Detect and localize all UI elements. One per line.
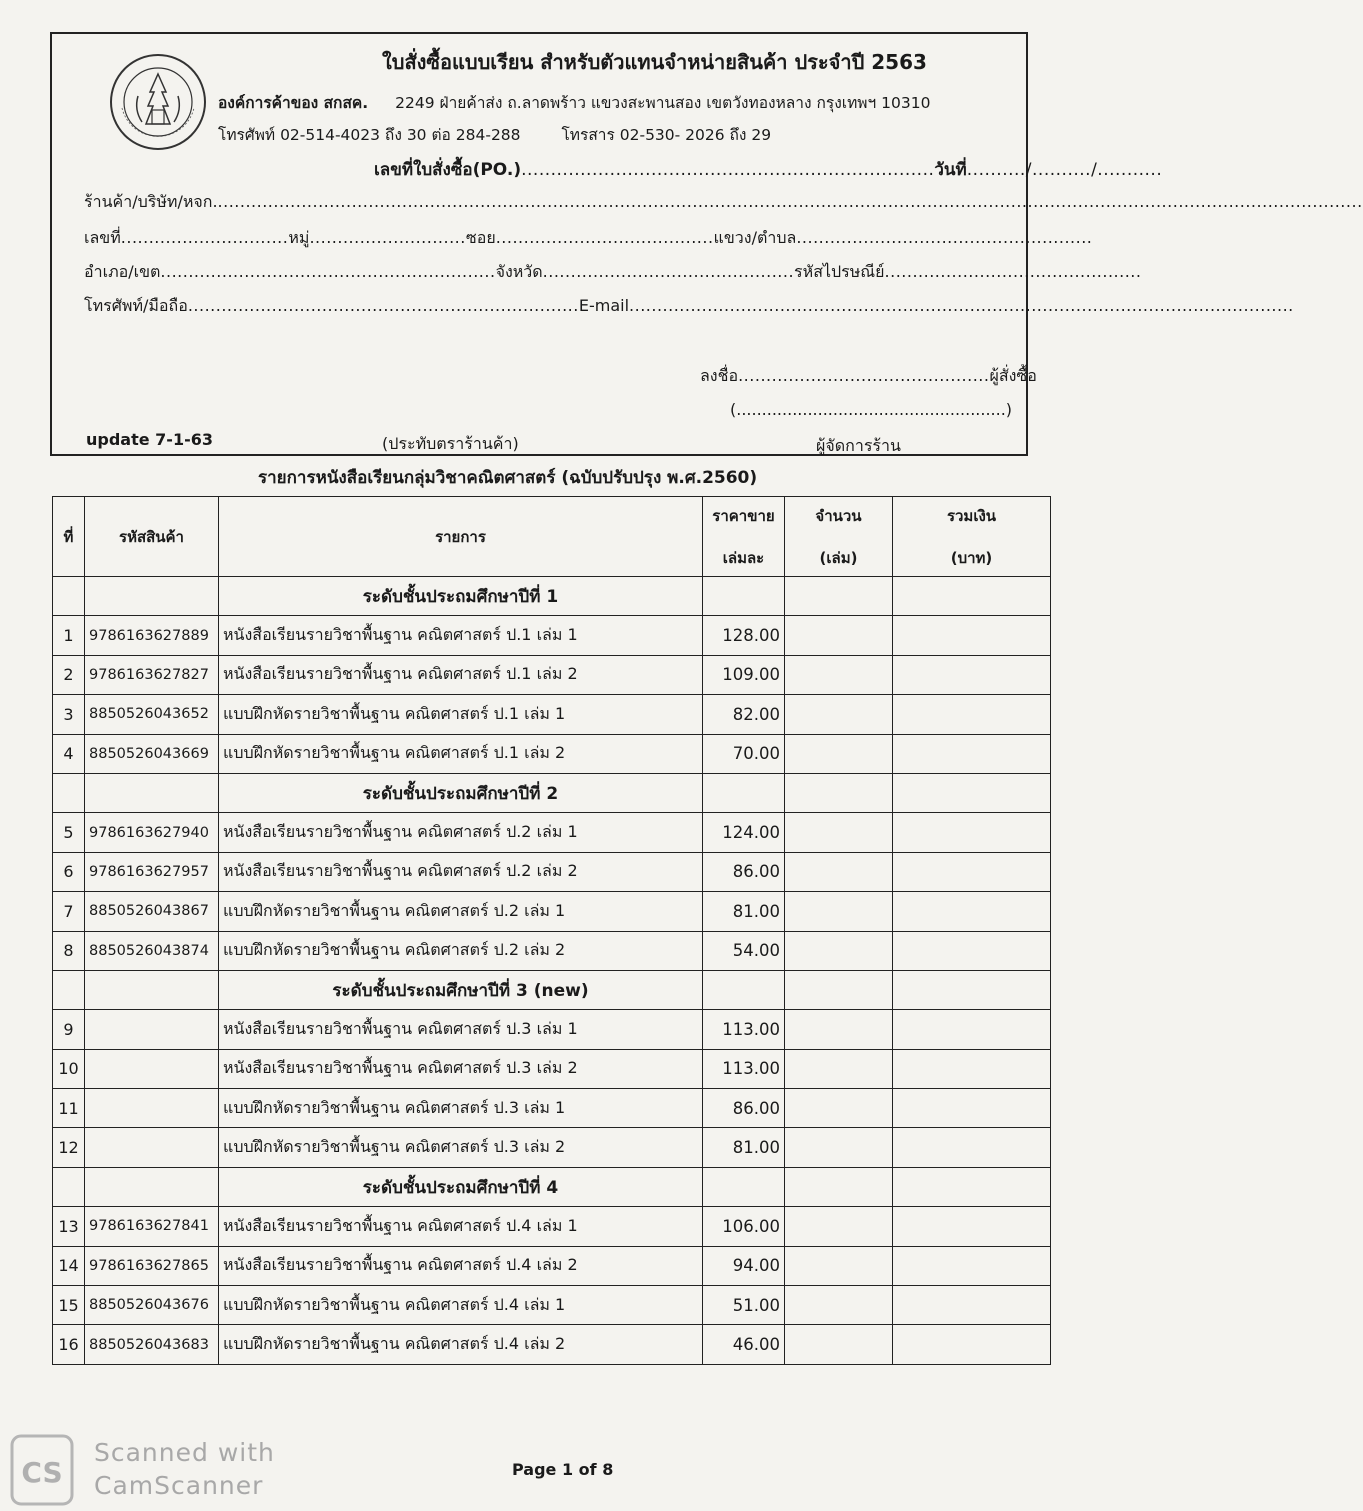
- total-field[interactable]: [893, 655, 1051, 694]
- table-row: [53, 1010, 1051, 1049]
- section-header-row: [53, 970, 1051, 1009]
- address-row: [84, 226, 1093, 251]
- header-price-line2: เล่มละ: [722, 548, 765, 567]
- house-no-field[interactable]: ..............................: [120, 228, 289, 247]
- camscanner-logo-icon: [10, 1432, 76, 1508]
- row-number: 2: [53, 655, 85, 694]
- soi-field[interactable]: .......................................: [495, 228, 714, 247]
- contact-line: [218, 122, 771, 147]
- quantity-field[interactable]: [785, 1246, 893, 1285]
- quantity-field[interactable]: [785, 931, 893, 970]
- form-title: ใบสั่งซื้อแบบเรียน สำหรับตัวแทนจำหน่ายสินค้า ประจำปี 2563: [382, 50, 927, 74]
- item-description: แบบฝึกหัดรายวิชาพื้นฐาน คณิตศาสตร์ ป.4 เล่ม 1: [219, 1286, 703, 1325]
- total-field[interactable]: [893, 616, 1051, 655]
- table-body: [53, 577, 1051, 1365]
- section-code-cell: [85, 1167, 219, 1206]
- section-no-cell: [53, 577, 85, 616]
- section-price-cell: [703, 1167, 785, 1206]
- item-description: แบบฝึกหัดรายวิชาพื้นฐาน คณิตศาสตร์ ป.4 เล่ม 2: [219, 1325, 703, 1364]
- watermark-line1: Scanned with: [94, 1438, 275, 1467]
- row-number: 14: [53, 1246, 85, 1285]
- product-code: [85, 1089, 219, 1128]
- row-number: 16: [53, 1325, 85, 1364]
- tel-field[interactable]: ......................................................................: [187, 296, 579, 315]
- product-code: 9786163627940: [85, 813, 219, 852]
- email-field[interactable]: .......................................................................................................................: [629, 296, 1294, 315]
- quantity-field[interactable]: [785, 655, 893, 694]
- quantity-field[interactable]: [785, 1325, 893, 1364]
- section-price-cell: [703, 773, 785, 812]
- shop-label: ร้านค้า/บริษัท/หจก.: [84, 192, 218, 211]
- product-code: [85, 1128, 219, 1167]
- table-row: [53, 1049, 1051, 1088]
- unit-price: 106.00: [703, 1207, 785, 1246]
- unit-price: 113.00: [703, 1010, 785, 1049]
- unit-price: 46.00: [703, 1325, 785, 1364]
- page-number: Page 1 of 8: [512, 1460, 614, 1479]
- camscanner-logo-text: CS: [21, 1456, 63, 1489]
- organization-seal-icon: [108, 52, 208, 152]
- quantity-field[interactable]: [785, 1010, 893, 1049]
- shop-row: [84, 190, 1363, 215]
- row-number: 8: [53, 931, 85, 970]
- product-code: 8850526043669: [85, 734, 219, 773]
- shop-field[interactable]: .............................................................................................................................................................................................................: [217, 192, 1363, 211]
- total-field[interactable]: [893, 813, 1051, 852]
- table-row: [53, 1246, 1051, 1285]
- table-row: [53, 1089, 1051, 1128]
- unit-price: 81.00: [703, 892, 785, 931]
- header-item: รายการ: [219, 497, 703, 577]
- quantity-field[interactable]: [785, 813, 893, 852]
- total-field[interactable]: [893, 931, 1051, 970]
- row-number: 1: [53, 616, 85, 655]
- unit-price: 86.00: [703, 852, 785, 891]
- total-field[interactable]: [893, 734, 1051, 773]
- table-row: [53, 1207, 1051, 1246]
- header-price-line1: ราคาขาย: [712, 506, 775, 525]
- section-title: ระดับชั้นประถมศึกษาปีที่ 1: [219, 577, 703, 616]
- row-number: 10: [53, 1049, 85, 1088]
- section-price-cell: [703, 577, 785, 616]
- total-field[interactable]: [893, 1089, 1051, 1128]
- product-code: 8850526043874: [85, 931, 219, 970]
- product-code: [85, 1049, 219, 1088]
- section-code-cell: [85, 577, 219, 616]
- fax-number: โทรสาร 02-530- 2026 ถึง 29: [561, 126, 772, 144]
- total-field[interactable]: [893, 695, 1051, 734]
- row-number: 4: [53, 734, 85, 773]
- tambon-label: แขวง/ตำบล: [713, 228, 797, 247]
- table-row: [53, 1325, 1051, 1364]
- product-code: 9786163627865: [85, 1246, 219, 1285]
- contact-row: [84, 294, 1294, 319]
- product-code: 8850526043867: [85, 892, 219, 931]
- shop-stamp-label: (ประทับตราร้านค้า): [382, 434, 519, 453]
- product-code: 9786163627827: [85, 655, 219, 694]
- list-title: รายการหนังสือเรียนกลุ่มวิชาคณิตศาสตร์ (ฉบับปรับปรุง พ.ศ.2560): [258, 468, 758, 488]
- watermark-line2: CamScanner: [94, 1471, 264, 1500]
- product-code: 8850526043683: [85, 1325, 219, 1364]
- section-no-cell: [53, 970, 85, 1009]
- unit-price: 86.00: [703, 1089, 785, 1128]
- quantity-field[interactable]: [785, 1207, 893, 1246]
- order-table: [52, 496, 1051, 1365]
- table-row: [53, 1286, 1051, 1325]
- header-qty: [785, 497, 893, 577]
- table-row: [53, 931, 1051, 970]
- section-title: ระดับชั้นประถมศึกษาปีที่ 3 (new): [219, 970, 703, 1009]
- sign-label: ลงชื่อ: [700, 366, 739, 385]
- item-description: หนังสือเรียนรายวิชาพื้นฐาน คณิตศาสตร์ ป.2 เล่ม 1: [219, 813, 703, 852]
- item-description: หนังสือเรียนรายวิชาพื้นฐาน คณิตศาสตร์ ป.2 เล่ม 2: [219, 852, 703, 891]
- section-qty-cell: [785, 773, 893, 812]
- row-number: 6: [53, 852, 85, 891]
- row-number: 9: [53, 1010, 85, 1049]
- section-total-cell: [893, 773, 1051, 812]
- item-description: หนังสือเรียนรายวิชาพื้นฐาน คณิตศาสตร์ ป.4 เล่ม 1: [219, 1207, 703, 1246]
- table-row: [53, 892, 1051, 931]
- section-title: ระดับชั้นประถมศึกษาปีที่ 2: [219, 773, 703, 812]
- phone-number: โทรศัพท์ 02-514-4023 ถึง 30 ต่อ 284-288: [218, 126, 521, 144]
- item-description: แบบฝึกหัดรายวิชาพื้นฐาน คณิตศาสตร์ ป.3 เล่ม 1: [219, 1089, 703, 1128]
- total-field[interactable]: [893, 1325, 1051, 1364]
- section-no-cell: [53, 1167, 85, 1206]
- total-field[interactable]: [893, 1128, 1051, 1167]
- table-row: [53, 813, 1051, 852]
- province-label: จังหวัด: [495, 262, 543, 281]
- item-description: แบบฝึกหัดรายวิชาพื้นฐาน คณิตศาสตร์ ป.2 เล่ม 1: [219, 892, 703, 931]
- amphoe-field[interactable]: ............................................................: [160, 262, 496, 281]
- unit-price: 70.00: [703, 734, 785, 773]
- organization-address: 2249 ฝ่ายค้าส่ง ถ.ลาดพร้าว แขวงสะพานสอง เขตวังทองหลาง กรุงเทพฯ 10310: [395, 94, 931, 112]
- header-no: ที่: [53, 497, 85, 577]
- unit-price: 82.00: [703, 695, 785, 734]
- section-price-cell: [703, 970, 785, 1009]
- product-code: [85, 1010, 219, 1049]
- soi-label: ซอย: [465, 228, 496, 247]
- item-description: หนังสือเรียนรายวิชาพื้นฐาน คณิตศาสตร์ ป.1 เล่ม 2: [219, 655, 703, 694]
- quantity-field[interactable]: [785, 1286, 893, 1325]
- province-field[interactable]: .............................................: [542, 262, 795, 281]
- header-total: [893, 497, 1051, 577]
- postcode-field[interactable]: ..............................................: [884, 262, 1142, 281]
- total-field[interactable]: [893, 852, 1051, 891]
- signature-line: [700, 364, 1037, 389]
- row-number: 5: [53, 813, 85, 852]
- organization-name: องค์การค้าของ สกสค.: [218, 94, 369, 112]
- product-code: 8850526043676: [85, 1286, 219, 1325]
- section-total-cell: [893, 1167, 1051, 1206]
- po-label: เลขที่ใบสั่งซื้อ(PO.): [374, 160, 522, 180]
- district-row: [84, 260, 1142, 285]
- section-total-cell: [893, 970, 1051, 1009]
- product-code: 9786163627957: [85, 852, 219, 891]
- date-label: วันที่: [934, 160, 967, 180]
- product-code: 9786163627841: [85, 1207, 219, 1246]
- moo-field[interactable]: ............................: [309, 228, 466, 247]
- tambon-field[interactable]: .....................................................: [796, 228, 1093, 247]
- quantity-field[interactable]: [785, 1089, 893, 1128]
- table-row: [53, 1128, 1051, 1167]
- header-total-line2: (บาท): [950, 548, 993, 567]
- row-number: 11: [53, 1089, 85, 1128]
- section-no-cell: [53, 773, 85, 812]
- tel-label: โทรศัพท์/มือถือ: [84, 296, 188, 315]
- unit-price: 54.00: [703, 931, 785, 970]
- item-description: แบบฝึกหัดรายวิชาพื้นฐาน คณิตศาสตร์ ป.1 เล่ม 2: [219, 734, 703, 773]
- table-row: [53, 695, 1051, 734]
- quantity-field[interactable]: [785, 892, 893, 931]
- total-field[interactable]: [893, 1010, 1051, 1049]
- unit-price: 81.00: [703, 1128, 785, 1167]
- header-qty-line1: จำนวน: [815, 506, 862, 525]
- total-field[interactable]: [893, 1049, 1051, 1088]
- quantity-field[interactable]: [785, 1128, 893, 1167]
- row-number: 13: [53, 1207, 85, 1246]
- organization-line: [218, 90, 930, 115]
- camscanner-watermark: [94, 1436, 275, 1502]
- row-number: 7: [53, 892, 85, 931]
- moo-label: หมู่: [288, 228, 310, 247]
- item-description: หนังสือเรียนรายวิชาพื้นฐาน คณิตศาสตร์ ป.1 เล่ม 1: [219, 616, 703, 655]
- quantity-field[interactable]: [785, 695, 893, 734]
- section-header-row: [53, 773, 1051, 812]
- section-code-cell: [85, 970, 219, 1009]
- row-number: 12: [53, 1128, 85, 1167]
- product-code: 9786163627889: [85, 616, 219, 655]
- section-total-cell: [893, 577, 1051, 616]
- section-code-cell: [85, 773, 219, 812]
- quantity-field[interactable]: [785, 1049, 893, 1088]
- postcode-label: รหัสไปรษณีย์: [794, 262, 885, 281]
- quantity-field[interactable]: [785, 852, 893, 891]
- row-number: 3: [53, 695, 85, 734]
- unit-price: 113.00: [703, 1049, 785, 1088]
- update-version: update 7-1-63: [86, 430, 213, 449]
- total-field[interactable]: [893, 1246, 1051, 1285]
- buyer-label: ผู้สั่งซื้อ: [989, 366, 1037, 385]
- table-row: [53, 734, 1051, 773]
- section-qty-cell: [785, 970, 893, 1009]
- unit-price: 124.00: [703, 813, 785, 852]
- unit-price: 94.00: [703, 1246, 785, 1285]
- section-qty-cell: [785, 577, 893, 616]
- manager-label: ผู้จัดการร้าน: [816, 436, 901, 455]
- unit-price: 51.00: [703, 1286, 785, 1325]
- item-description: แบบฝึกหัดรายวิชาพื้นฐาน คณิตศาสตร์ ป.2 เล่ม 2: [219, 931, 703, 970]
- total-field[interactable]: [893, 1286, 1051, 1325]
- product-code: 8850526043652: [85, 695, 219, 734]
- row-number: 15: [53, 1286, 85, 1325]
- table-header-row: [53, 497, 1051, 577]
- po-number-line: [374, 156, 1162, 183]
- section-qty-cell: [785, 1167, 893, 1206]
- quantity-field[interactable]: [785, 734, 893, 773]
- quantity-field[interactable]: [785, 616, 893, 655]
- header-box: [50, 32, 1363, 456]
- unit-price: 128.00: [703, 616, 785, 655]
- total-field[interactable]: [893, 892, 1051, 931]
- item-description: แบบฝึกหัดรายวิชาพื้นฐาน คณิตศาสตร์ ป.1 เล่ม 1: [219, 695, 703, 734]
- section-header-row: [53, 577, 1051, 616]
- amphoe-label: อำเภอ/เขต: [84, 262, 161, 281]
- item-description: หนังสือเรียนรายวิชาพื้นฐาน คณิตศาสตร์ ป.3 เล่ม 1: [219, 1010, 703, 1049]
- signature-name-field[interactable]: (.....................................................): [730, 400, 1013, 419]
- header-code: รหัสสินค้า: [85, 497, 219, 577]
- table-row: [53, 852, 1051, 891]
- email-label: E-mail: [578, 296, 630, 315]
- total-field[interactable]: [893, 1207, 1051, 1246]
- po-number-field[interactable]: ......................................................................: [521, 160, 935, 180]
- header-total-line1: รวมเงิน: [946, 506, 997, 525]
- house-no-label: เลขที่: [84, 228, 121, 247]
- header-qty-line2: (เล่ม): [819, 548, 858, 567]
- item-description: แบบฝึกหัดรายวิชาพื้นฐาน คณิตศาสตร์ ป.3 เล่ม 2: [219, 1128, 703, 1167]
- header-price: [703, 497, 785, 577]
- item-description: หนังสือเรียนรายวิชาพื้นฐาน คณิตศาสตร์ ป.3 เล่ม 2: [219, 1049, 703, 1088]
- date-field[interactable]: ........../........../...........: [966, 160, 1163, 180]
- table-row: [53, 655, 1051, 694]
- table-row: [53, 616, 1051, 655]
- section-header-row: [53, 1167, 1051, 1206]
- item-description: หนังสือเรียนรายวิชาพื้นฐาน คณิตศาสตร์ ป.4 เล่ม 2: [219, 1246, 703, 1285]
- unit-price: 109.00: [703, 655, 785, 694]
- signature-field[interactable]: .............................................: [738, 366, 990, 385]
- section-title: ระดับชั้นประถมศึกษาปีที่ 4: [219, 1167, 703, 1206]
